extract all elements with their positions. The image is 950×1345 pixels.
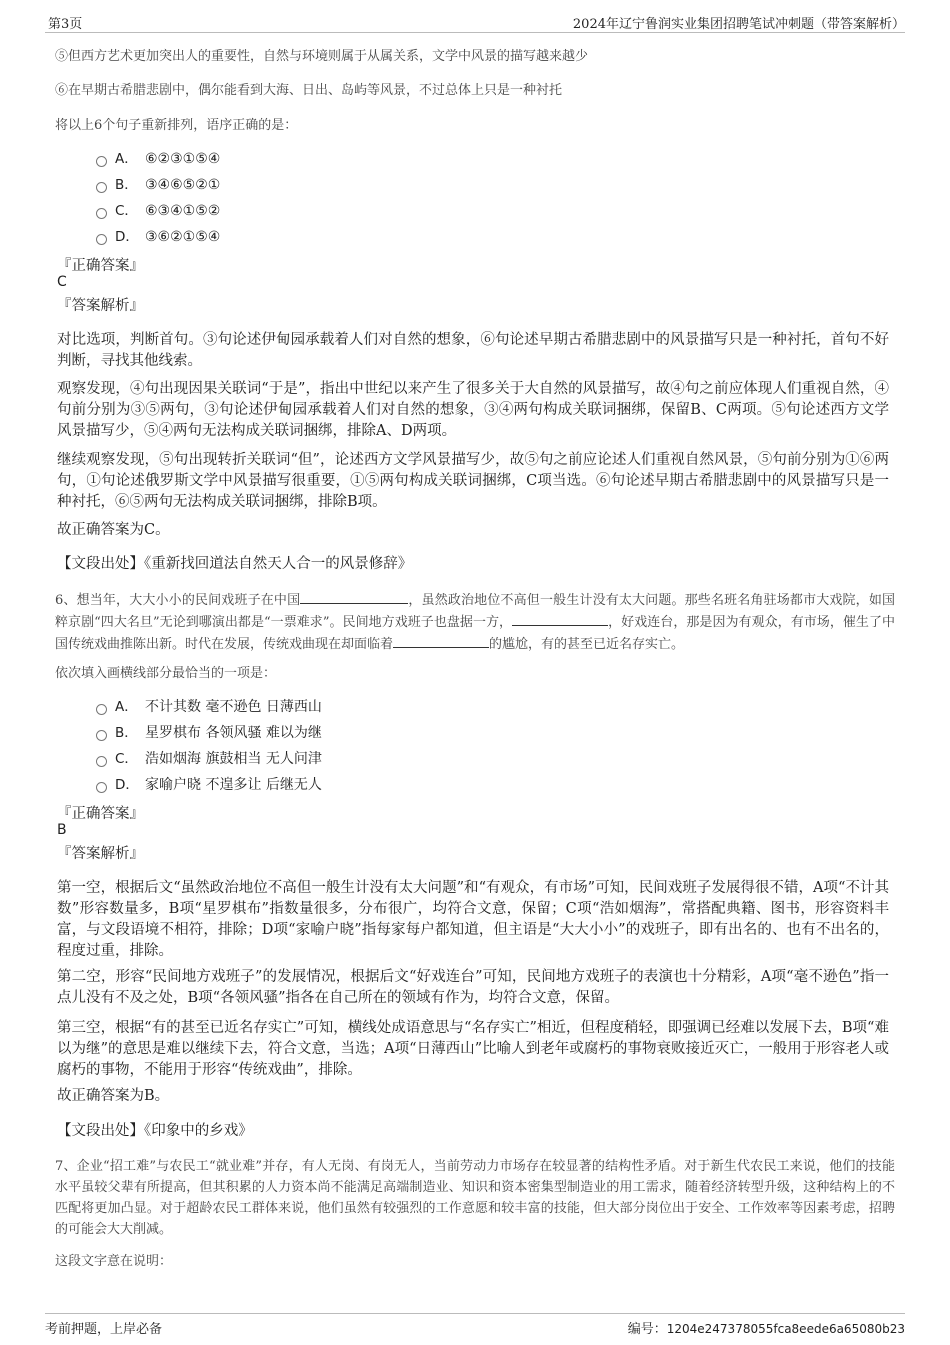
q5-conclusion: 故正确答案为C。 [57,522,170,538]
q6-option-d[interactable] [96,774,322,796]
q7-prompt: 这段文字意在说明： [55,1254,173,1269]
q6-prompt: 依次填入画横线部分最恰当的一项是： [55,666,277,681]
option-text: ③⑥②①⑤④ [145,229,221,245]
q6-stem [55,589,895,655]
q5-source: 【文段出处】《重新找回道法自然天人合一的风景修辞》 [57,556,413,572]
document-code [628,1318,905,1337]
q6-option-b[interactable] [96,722,322,744]
radio-button[interactable] [96,756,107,767]
radio-button[interactable] [96,208,107,219]
option-letter: D． [115,777,139,793]
option-text: ⑥②③①⑤④ [145,151,221,167]
document-title: 2024年辽宁鲁润实业集团招聘笔试冲刺题（带答案解析） [572,17,905,32]
q5-analysis-para-1: 对比选项，判断首句。③句论述伊甸园承载着人们对自然的想象，⑥句论述早期古希腊悲剧中的风景描写只是一种衬托，首句不好判断，寻找其他线索。 [57,332,889,369]
option-letter: B． [115,177,138,193]
q7-stem: 7、企业“招工难”与农民工“就业难”并存，有人无岗、有岗无人，当前劳动力市场存在较显著的结构性矛盾。对于新生代农民工来说，他们的技能水平虽较父辈有所提高，但其积累的人力资本尚不能满足高端制造业、知识和资本密集型制造业的用工需求，随着经济转型升级，这种结构上的不匹配将更加凸显。对于超龄农民工群体来说，他们虽然有较强烈的工作意愿和较丰富的技能，但大部分岗位出于安全、工作效率等因素考虑，招聘的可能会大大削减。 [55,1159,895,1237]
radio-button[interactable] [96,704,107,715]
radio-button[interactable] [96,156,107,167]
q6-conclusion: 故正确答案为B。 [57,1088,170,1104]
q5-prompt: 将以上6个句子重新排列，语序正确的是： [55,118,298,133]
q6-analysis-para-1: 第一空，根据后文“虽然政治地位不高但一般生计没有太大问题”和“有观众，有市场”可知，民间戏班子发展得很不错，A项“不计其数”形容数量多，B项“星罗棋布”指数量很多，分布很广，均符合文意，保留；C项“浩如烟海”，常搭配典籍、图书，形容资料丰富，与文段语境不相符，排除；D项“家喻户晓”指每家每户都知道，但主语是“大大小小”的戏班子，即有出名的、也有不出名的，程度过重，排除。 [57,880,889,959]
q6-option-c[interactable] [96,748,322,770]
q6-analysis-label: 『答案解析』 [57,846,144,862]
page-header [45,8,905,33]
option-text: 浩如烟海 旗鼓相当 无人问津 [145,751,322,767]
q5-answer: C [57,274,67,290]
q6-analysis-para-3: 第三空，根据“有的甚至已近名存实亡”可知，横线处成语意思与“名存实亡”相近，但程度稍轻，即强调已经难以发展下去，B项“难以为继”的意思是难以继续下去，符合文意，当选；A项“日薄西山”比喻人到老年或腐朽的事物衰败接近灭亡，一般用于形容老人或腐朽的事物，不能用于形容“传统戏曲”，排除。 [57,1020,889,1078]
q5-analysis-label: 『答案解析』 [57,298,144,314]
q6-stem-part-4: 的尴尬，有的甚至已近名存实亡。 [489,637,685,652]
code-value: 1204e247378055fca8eede6a65080b23 [666,1322,905,1336]
q6-stem-part-2: ，虽然政治地位不高但一般生计没有太大问题。那些名班名角驻场都市大戏院，如国粹京剧“四大名旦”无论到哪演出都是“一票难求”。民间地方戏班子也盘据一方， [55,593,895,630]
q5-sentence-5: ⑤但西方艺术更加突出人的重要性，自然与环境则属于从属关系，文学中风景的描写越来越少 [55,49,589,64]
option-text: 星罗棋布 各领风骚 难以为继 [145,725,322,741]
option-letter: C． [115,751,138,767]
blank-2 [512,611,608,626]
q5-option-c[interactable] [96,200,220,222]
option-text: 家喻户晓 不遑多让 后继无人 [145,777,322,793]
option-letter: D． [115,229,139,245]
option-letter: A． [115,699,138,715]
q5-option-b[interactable] [96,174,220,196]
q6-stem-part-3: ，好戏连台，那是因为有观众，有市场，催生了中国传统戏曲推陈出新。时代在发展，传统戏曲现在却面临着 [55,615,895,652]
page-footer [45,1313,905,1338]
option-letter: A． [115,151,138,167]
radio-button[interactable] [96,182,107,193]
q6-source: 【文段出处】《印象中的乡戏》 [57,1123,253,1139]
option-text: ③④⑥⑤②① [145,177,221,193]
blank-1 [300,589,408,604]
option-text: 不计其数 毫不逊色 日薄西山 [145,699,322,715]
option-letter: B． [115,725,138,741]
q6-option-a[interactable] [96,696,322,718]
radio-button[interactable] [96,782,107,793]
page-number: 第3页 [48,17,83,32]
radio-button[interactable] [96,730,107,741]
blank-3 [393,633,489,648]
footer-slogan: 考前押题，上岸必备 [45,1322,163,1337]
q5-analysis-para-3: 继续观察发现，⑤句出现转折关联词“但”，论述西方文学风景描写少，故⑤句之前应论述人们重视自然风景，⑤句前分别为①⑥两句，①句论述俄罗斯文学中风景描写很重要，①⑤两句构成关联词捆绑，C项当选。⑥句论述早期古希腊悲剧中的风景描写只是一种衬托，⑥⑤两句无法构成关联词捆绑，排除B项。 [57,452,889,510]
q5-analysis-para-2: 观察发现，④句出现因果关联词“于是”，指出中世纪以来产生了很多关于大自然的风景描写，故④句之前应体现人们重视自然，④句前分别为③⑤两句，③句论述伊甸园承载着人们对自然的想象，③④两句构成关联词捆绑，保留B、C两项。⑤句论述西方文学风景描写少，⑤④两句无法构成关联词捆绑，排除A、D两项。 [57,381,889,439]
q5-sentence-6: ⑥在早期古希腊悲剧中，偶尔能看到大海、日出、岛屿等风景，不过总体上只是一种衬托 [55,83,563,98]
q6-answer-label: 『正确答案』 [57,806,144,822]
radio-button[interactable] [96,234,107,245]
option-text: ⑥③④①⑤② [145,203,221,219]
code-label: 编号： [627,1322,667,1337]
q6-stem-part-1: 6、想当年，大大小小的民间戏班子在中国 [55,593,301,608]
q5-answer-label: 『正确答案』 [57,258,144,274]
option-letter: C． [115,203,138,219]
q6-answer: B [57,822,67,838]
q6-analysis-para-2: 第二空，形容“民间地方戏班子”的发展情况，根据后文“好戏连台”可知，民间地方戏班子的表演也十分精彩，A项“毫不逊色”指一点儿没有不及之处，B项“各领风骚”指各在自己所在的领域有作为，均符合文意，保留。 [57,969,889,1006]
q5-option-d[interactable] [96,226,220,248]
q5-option-a[interactable] [96,148,220,170]
